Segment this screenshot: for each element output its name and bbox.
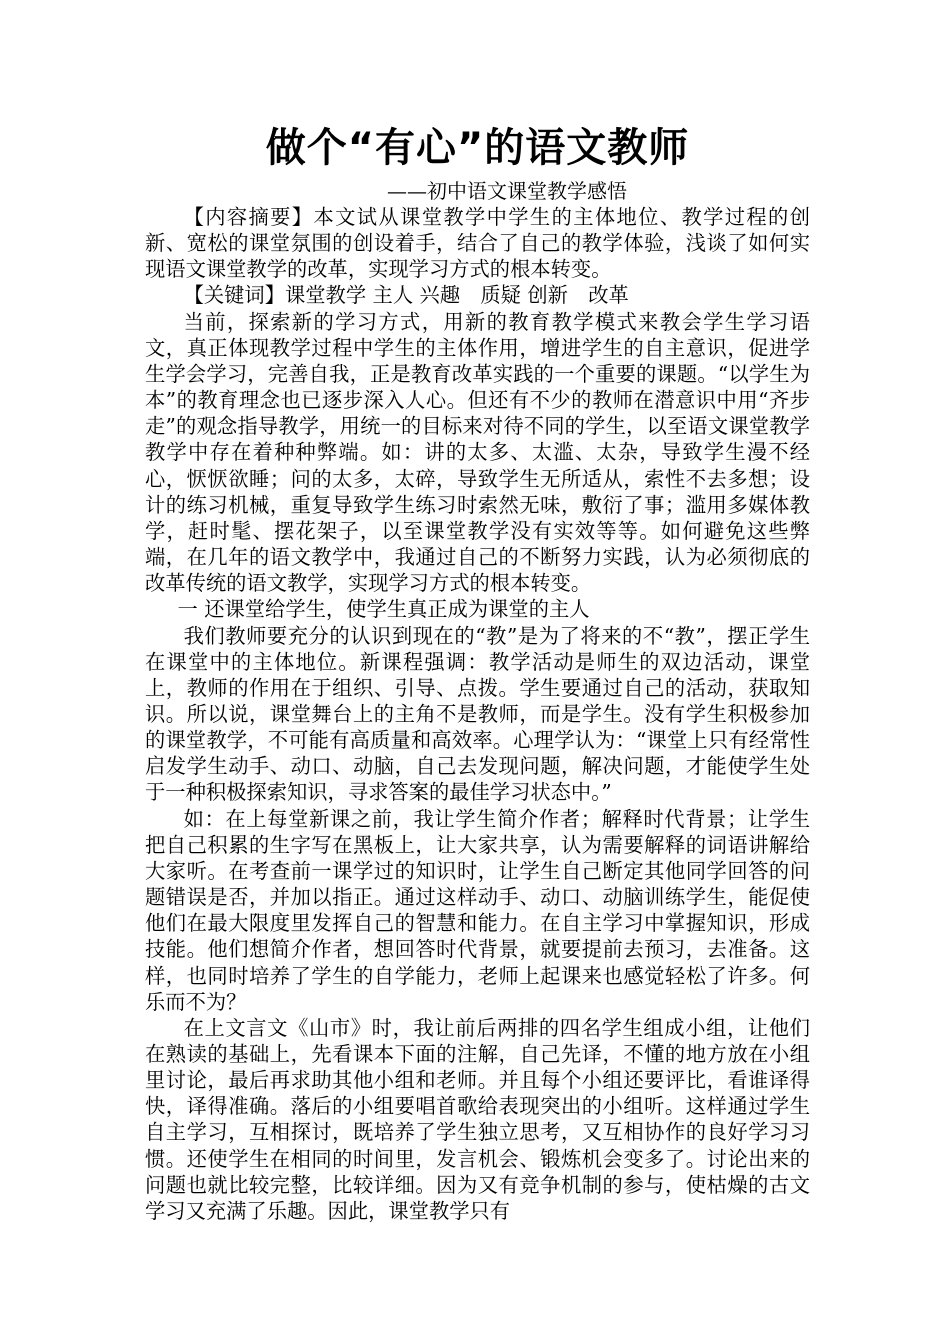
body-paragraph: 在上文言文《山市》时，我让前后两排的四名学生组成小组，让他们在熟读的基础上，先看课本下面的注解，自己先译，不懂的地方放在小组里讨论，最后再求助其他小组和老师。并且每个小组还要评比，看谁译得快，译得准确。落后的小组要唱首歌给表现突出的小组听。这样通过学生自主学习，互相探讨，既培养了学生独立思考，又互相协作的良好学习习惯。还使学生在相同的时间里，发言机会、锻炼机会变多了。讨论出来的问题也就比较完整，比较详细。因为又有竞争机制的参与，使枯燥的古文学习又充满了乐趣。因此，课堂教学只有 [145,1015,810,1223]
body-paragraph: 如：在上每堂新课之前，我让学生简介作者；解释时代背景；让学生把自己积累的生字写在黑板上，让大家共享，认为需要解释的词语讲解给大家听。在考查前一课学过的知识时，让学生自己断定其他同学回答的问题错误是否，并加以指正。通过这样动手、动口、动脑训练学生，能促使他们在最大限度里发挥自己的智慧和能力。在自主学习中掌握知识，形成技能。他们想简介作者，想回答时代背景，就要提前去预习，去准备。这样，也同时培养了学生的自学能力，老师上起课来也感觉轻松了许多。何乐而不为？ [145,806,810,1014]
keywords-paragraph: 【关键词】课堂教学 主人 兴趣 质疑 创新 改革 [183,283,629,308]
document-title: 做个“有心”的语文教师 [265,125,690,171]
document-subtitle: ——初中语文课堂教学感悟 [387,179,627,203]
section-heading: 一 还课堂给学生，使学生真正成为课堂的主人 [177,597,590,622]
abstract-paragraph: 【内容摘要】本文试从课堂教学中学生的主体地位、教学过程的创新、宽松的课堂氛围的创设着手，结合了自己的教学体验，浅谈了如何实现语文课堂教学的改革，实现学习方式的根本转变。 [145,205,810,282]
intro-paragraph: 当前，探索新的学习方式，用新的教育教学模式来教会学生学习语文，真正体现教学过程中学生的主体作用，增进学生的自主意识，促进学生学会学习，完善自我，正是教育改革实践的一个重要的课题。“以学生为本”的教育理念也已逐步深入人心。但还有不少的教师在潜意识中用“齐步走”的观念指导教学，用统一的目标来对待不同的学生，以至语文课堂教学教学中存在着种种弊端。如：讲的太多、太滥、太杂，导致学生漫不经心，恹恹欲睡；问的太多，太碎，导致学生无所适从，索性不去多想；设计的练习机械，重复导致学生练习时索然无味，敷衍了事；滥用多媒体教学，赶时髦、摆花架子，以至课堂教学没有实效等等。如何避免这些弊端，在几年的语文教学中，我通过自己的不断努力实践，认为必须彻底的改革传统的语文教学，实现学习方式的根本转变。 [145,309,810,596]
document-page [145,118,810,1224]
body-paragraph: 我们教师要充分的认识到现在的“教”是为了将来的不“教”，摆正学生在课堂中的主体地位。新课程强调：教学活动是师生的双边活动，课堂上，教师的作用在于组织、引导、点拨。学生要通过自己的活动，获取知识。所以说，课堂舞台上的主角不是教师，而是学生。没有学生积极参加的课堂教学，不可能有高质量和高效率。心理学认为：“课堂上只有经常性启发学生动手、动口、动脑，自己去发现问题，解决问题，才能使学生处于一种积极探索知识，寻求答案的最佳学习状态中。” [145,623,810,805]
